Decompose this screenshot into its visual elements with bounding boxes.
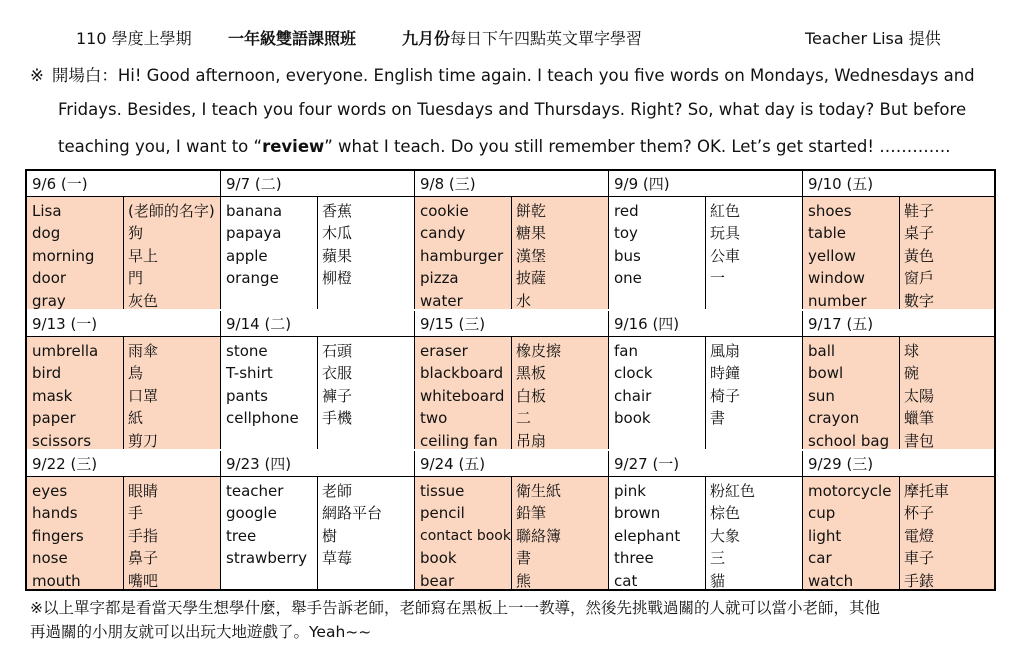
day-date: 9/23 (四) xyxy=(221,451,414,477)
chinese-word: 黃色 xyxy=(904,246,935,265)
chinese-word: 鞋子 xyxy=(904,202,935,220)
chinese-word: 玩具 xyxy=(710,224,741,243)
chinese-words xyxy=(710,200,740,290)
chinese-word: 一 xyxy=(710,269,726,288)
chinese-words xyxy=(128,340,158,452)
chinese-words xyxy=(710,340,740,430)
english-words xyxy=(808,200,867,312)
chinese-word: 風扇 xyxy=(710,342,741,360)
english-word: scissors xyxy=(32,431,92,450)
day-cell xyxy=(221,311,415,449)
english-word: bowl xyxy=(808,364,844,383)
english-word: umbrella xyxy=(32,342,99,360)
intro-text-1: 開場白：Hi! Good afternoon, everyone. English time again. I teach you five words on Mondays, Wednesdays and xyxy=(51,66,975,85)
english-word: cookie xyxy=(420,202,469,220)
chinese-word: 手機 xyxy=(322,409,353,428)
chinese-word: 太陽 xyxy=(904,386,935,405)
english-word: three xyxy=(614,549,654,568)
chinese-word: 窗戶 xyxy=(904,269,935,288)
day-cell xyxy=(27,311,221,449)
english-word: gray xyxy=(32,291,66,310)
english-word: bus xyxy=(614,246,641,265)
english-word: crayon xyxy=(808,409,860,428)
english-words xyxy=(32,480,84,592)
english-word: window xyxy=(808,269,865,288)
english-words xyxy=(420,340,504,452)
english-word: pants xyxy=(226,386,268,405)
month-title xyxy=(402,26,642,49)
english-word: apple xyxy=(226,246,268,265)
chinese-word: 紙 xyxy=(128,409,144,428)
english-word: bear xyxy=(420,571,455,590)
chinese-word: 棕色 xyxy=(710,504,741,523)
day-cell xyxy=(803,311,994,449)
column-divider xyxy=(899,337,900,449)
chinese-word: 鉛筆 xyxy=(516,504,547,523)
chinese-words xyxy=(904,480,949,592)
day-cell xyxy=(803,171,994,309)
day-cell xyxy=(609,451,803,589)
english-word: mouth xyxy=(32,571,81,590)
month-bold: 九月份 xyxy=(402,29,451,48)
english-word: two xyxy=(420,409,448,428)
chinese-word: 碗 xyxy=(904,364,920,383)
chinese-word: 手 xyxy=(128,504,144,523)
chinese-word: 老師 xyxy=(322,482,353,500)
chinese-word: 石頭 xyxy=(322,342,353,360)
english-word: banana xyxy=(226,202,283,220)
english-word: shoes xyxy=(808,202,852,220)
english-words xyxy=(226,340,299,430)
english-word: dog xyxy=(32,224,61,243)
chinese-word: 樹 xyxy=(322,526,338,545)
day-cell xyxy=(221,451,415,589)
column-divider xyxy=(317,337,318,449)
english-word: blackboard xyxy=(420,364,504,383)
chinese-word: 狗 xyxy=(128,224,144,243)
chinese-word: 蘋果 xyxy=(322,246,353,265)
term-label: 110 學度上學期 xyxy=(76,29,192,48)
english-word: one xyxy=(614,269,642,288)
intro-text-3b: ” what I teach. Do you still remember them? OK. Let’s get started! …………. xyxy=(324,137,951,156)
chinese-word: 糖果 xyxy=(516,224,547,243)
day-date: 9/24 (五) xyxy=(415,451,608,477)
chinese-word: 粉紅色 xyxy=(710,482,756,500)
day-date: 9/17 (五) xyxy=(803,311,994,337)
chinese-words xyxy=(710,480,755,592)
intro-review-word: review xyxy=(262,137,325,156)
chinese-word: 時鐘 xyxy=(710,364,741,383)
chinese-word: 剪刀 xyxy=(128,431,159,450)
english-word: hands xyxy=(32,504,78,523)
day-date: 9/15 (三) xyxy=(415,311,608,337)
day-date: 9/14 (二) xyxy=(221,311,414,337)
chinese-word: 蠟筆 xyxy=(904,409,935,428)
english-words xyxy=(808,480,891,592)
chinese-word: 書 xyxy=(516,549,532,568)
english-word: nose xyxy=(32,549,68,568)
chinese-word: 雨傘 xyxy=(128,342,159,360)
day-date: 9/8 (三) xyxy=(415,171,608,197)
day-cell xyxy=(415,311,609,449)
footer-note xyxy=(30,596,1000,644)
column-divider xyxy=(123,197,124,309)
english-word: mask xyxy=(32,386,73,405)
english-word: cup xyxy=(808,504,836,523)
english-word: bird xyxy=(32,364,62,383)
english-word: table xyxy=(808,224,846,243)
column-divider xyxy=(123,337,124,449)
day-cell xyxy=(27,451,221,589)
chinese-word: 水 xyxy=(516,291,532,310)
english-word: tissue xyxy=(420,482,465,500)
english-word: pink xyxy=(614,482,646,500)
chinese-word: 杯子 xyxy=(904,504,935,523)
chinese-word: 熊 xyxy=(516,571,532,590)
english-words xyxy=(226,480,307,570)
day-date: 9/13 (一) xyxy=(27,311,220,337)
english-word: sun xyxy=(808,386,835,405)
chinese-word: 手指 xyxy=(128,526,159,545)
footer-line-1: ※以上單字都是看當天學生想學什麼，舉手告訴老師，老師寫在黑板上一一教導，然後先挑戰過關的人就可以當小老師，其他 xyxy=(30,599,880,617)
chinese-word: 三 xyxy=(710,549,726,568)
english-word: tree xyxy=(226,526,257,545)
chinese-word: 香蕉 xyxy=(322,202,353,220)
english-word: watch xyxy=(808,571,854,590)
english-word: water xyxy=(420,291,463,310)
chinese-word: (老師的名字) xyxy=(128,202,215,220)
chinese-word: 桌子 xyxy=(904,224,935,243)
chinese-word: 衛生紙 xyxy=(516,482,562,500)
chinese-word: 二 xyxy=(516,409,532,428)
chinese-word: 門 xyxy=(128,269,144,288)
month-rest: 每日下午四點英文單字學習 xyxy=(450,29,643,48)
chinese-word: 褲子 xyxy=(322,386,353,405)
day-date: 9/6 (一) xyxy=(27,171,220,197)
week-row xyxy=(27,171,994,309)
document-header xyxy=(0,22,1024,50)
chinese-word: 披薩 xyxy=(516,269,547,288)
chinese-word: 摩托車 xyxy=(904,482,950,500)
column-divider xyxy=(705,477,706,589)
english-word: school bag xyxy=(808,431,890,450)
chinese-word: 椅子 xyxy=(710,386,741,405)
column-divider xyxy=(317,197,318,309)
english-word: book xyxy=(420,549,457,568)
chinese-word: 黑板 xyxy=(516,364,547,383)
chinese-words xyxy=(128,200,215,312)
chinese-words xyxy=(904,200,934,312)
english-word: red xyxy=(614,202,639,220)
chinese-word: 嘴吧 xyxy=(128,571,159,590)
english-word: T-shirt xyxy=(226,364,273,383)
chinese-word: 餅乾 xyxy=(516,202,547,220)
english-word: car xyxy=(808,549,832,568)
chinese-word: 灰色 xyxy=(128,291,159,310)
english-word: morning xyxy=(32,246,95,265)
intro-line-2: Fridays. Besides, I teach you four words on Tuesdays and Thursdays. Right? So, what day is today? But before xyxy=(58,100,967,119)
english-word: papaya xyxy=(226,224,282,243)
english-words xyxy=(614,200,642,290)
day-cell xyxy=(221,171,415,309)
chinese-word: 車子 xyxy=(904,549,935,568)
chinese-word: 大象 xyxy=(710,526,741,545)
day-cell xyxy=(27,171,221,309)
week-row xyxy=(27,311,994,449)
day-date: 9/7 (二) xyxy=(221,171,414,197)
chinese-words xyxy=(516,340,561,452)
day-cell xyxy=(415,451,609,589)
day-cell xyxy=(415,171,609,309)
chinese-words xyxy=(322,200,352,290)
chinese-words xyxy=(516,200,546,312)
chinese-word: 球 xyxy=(904,342,920,360)
chinese-word: 漢堡 xyxy=(516,246,547,265)
english-word: eraser xyxy=(420,342,468,360)
column-divider xyxy=(899,197,900,309)
class-name: 一年級雙語課照班 xyxy=(228,29,357,48)
english-word: whiteboard xyxy=(420,386,505,405)
column-divider xyxy=(511,197,512,309)
english-word: candy xyxy=(420,224,466,243)
english-word: cat xyxy=(614,571,638,590)
chinese-word: 書 xyxy=(710,409,726,428)
column-divider xyxy=(511,477,512,589)
english-word: ceiling fan xyxy=(420,431,498,450)
english-word: cellphone xyxy=(226,409,299,428)
chinese-word: 鼻子 xyxy=(128,549,159,568)
english-word: pencil xyxy=(420,504,465,523)
chinese-words xyxy=(904,340,934,452)
english-word: chair xyxy=(614,386,652,405)
english-word: fingers xyxy=(32,526,84,545)
english-word: book xyxy=(614,409,651,428)
day-cell xyxy=(803,451,994,589)
teacher-credit: Teacher Lisa 提供 xyxy=(805,29,941,48)
intro-line-3 xyxy=(58,137,950,156)
chinese-word: 橡皮擦 xyxy=(516,342,562,360)
chinese-word: 口罩 xyxy=(128,386,159,405)
day-date: 9/27 (一) xyxy=(609,451,802,477)
chinese-word: 吊扇 xyxy=(516,431,547,450)
day-cell xyxy=(609,311,803,449)
english-words xyxy=(808,340,889,452)
chinese-word: 白板 xyxy=(516,386,547,405)
column-divider xyxy=(705,197,706,309)
day-date: 9/10 (五) xyxy=(803,171,994,197)
english-word: contact book xyxy=(420,527,511,544)
english-word: light xyxy=(808,526,842,545)
chinese-word: 早上 xyxy=(128,246,159,265)
chinese-word: 公車 xyxy=(710,246,741,265)
chinese-words xyxy=(516,480,561,592)
english-word: teacher xyxy=(226,482,284,500)
chinese-word: 眼睛 xyxy=(128,482,159,500)
chinese-word: 柳橙 xyxy=(322,269,353,288)
english-word: elephant xyxy=(614,526,681,545)
reference-mark-icon: ※ xyxy=(30,66,44,85)
english-words xyxy=(614,480,680,592)
column-divider xyxy=(899,477,900,589)
english-words xyxy=(614,340,653,430)
english-word: yellow xyxy=(808,246,856,265)
chinese-words xyxy=(322,340,352,430)
column-divider xyxy=(705,337,706,449)
english-words xyxy=(420,480,511,592)
chinese-word: 網路平台 xyxy=(322,504,383,523)
english-word: stone xyxy=(226,342,268,360)
chinese-word: 木瓜 xyxy=(322,224,353,243)
english-word: strawberry xyxy=(226,549,308,568)
day-date: 9/29 (三) xyxy=(803,451,994,477)
day-date: 9/22 (三) xyxy=(27,451,220,477)
chinese-word: 聯絡簿 xyxy=(516,526,562,545)
english-word: door xyxy=(32,269,67,288)
english-word: number xyxy=(808,291,867,310)
chinese-word: 草莓 xyxy=(322,549,353,568)
english-word: brown xyxy=(614,504,661,523)
english-word: pizza xyxy=(420,269,459,288)
english-word: orange xyxy=(226,269,279,288)
chinese-words xyxy=(322,480,382,570)
english-words xyxy=(420,200,503,312)
english-words xyxy=(32,200,94,312)
chinese-words xyxy=(128,480,158,592)
chinese-word: 鳥 xyxy=(128,364,144,383)
day-cell xyxy=(609,171,803,309)
english-word: eyes xyxy=(32,482,68,500)
english-word: toy xyxy=(614,224,638,243)
intro-line-1 xyxy=(30,62,975,86)
english-words xyxy=(226,200,282,290)
english-word: hamburger xyxy=(420,246,504,265)
chinese-word: 紅色 xyxy=(710,202,741,220)
english-word: paper xyxy=(32,409,76,428)
chinese-word: 電燈 xyxy=(904,526,935,545)
day-date: 9/16 (四) xyxy=(609,311,802,337)
english-words xyxy=(32,340,98,452)
chinese-word: 衣服 xyxy=(322,364,353,383)
column-divider xyxy=(123,477,124,589)
english-word: ball xyxy=(808,342,836,360)
chinese-word: 手錶 xyxy=(904,571,935,590)
chinese-word: 數字 xyxy=(904,291,935,310)
english-word: clock xyxy=(614,364,653,383)
chinese-word: 書包 xyxy=(904,431,935,450)
english-word: fan xyxy=(614,342,638,360)
english-word: google xyxy=(226,504,277,523)
column-divider xyxy=(511,337,512,449)
day-date: 9/9 (四) xyxy=(609,171,802,197)
intro-text-3a: teaching you, I want to “ xyxy=(58,137,263,156)
english-word: motorcycle xyxy=(808,482,892,500)
english-word: Lisa xyxy=(32,202,62,220)
week-row xyxy=(27,451,994,589)
chinese-word: 貓 xyxy=(710,571,726,590)
footer-line-2: 再過關的小朋友就可以出玩大地遊戲了。Yeah~~ xyxy=(30,623,372,641)
vocabulary-table xyxy=(25,169,996,591)
column-divider xyxy=(317,477,318,589)
